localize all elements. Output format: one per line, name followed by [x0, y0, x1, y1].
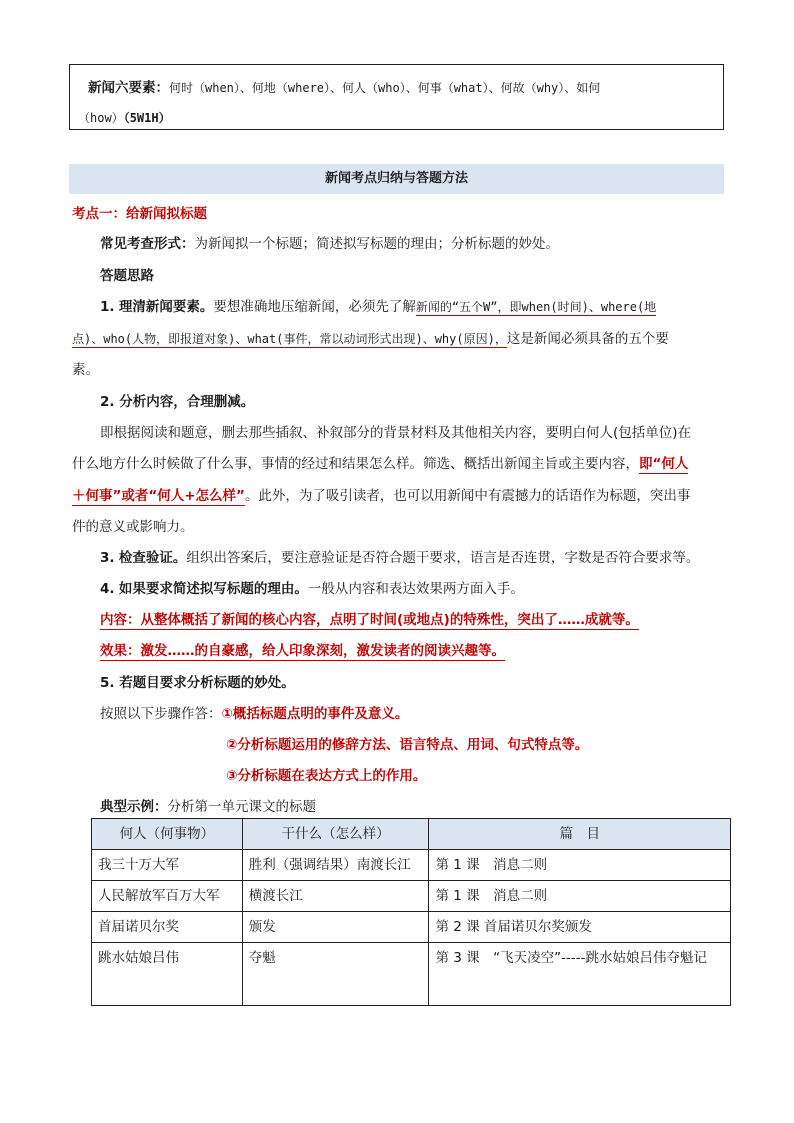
step5-num: 5.	[100, 675, 115, 691]
table-header: 何人（何事物）	[92, 819, 243, 850]
step3-line	[100, 546, 699, 566]
elements-label: 新闻六要素：	[88, 80, 169, 96]
step2-line-3	[72, 484, 690, 504]
section-title: 新闻考点归纳与答题方法	[69, 164, 724, 194]
step2-text-3: 。此外，为了吸引读者，也可以用新闻中有震撼力的话语作为标题，突出事	[244, 488, 691, 504]
elements-list: 何时（when）、何地（where）、何人（who）、何事（what）、何故（why）、如何	[169, 81, 601, 95]
table-cell: 第 3 课 “飞天凌空”-----跳水姑娘吕伟夺魁记	[429, 943, 731, 1006]
elements-line-2	[78, 109, 171, 126]
table-cell: 第 1 课 消息二则	[429, 850, 731, 881]
table-header: 干什么（怎么样）	[242, 819, 429, 850]
table-header: 篇 目	[429, 819, 731, 850]
elements-abbr: （5W1H）	[123, 111, 171, 125]
step4-num: 4.	[100, 581, 115, 597]
approach-title: 答题思路	[100, 268, 154, 284]
table-cell: 第 2 课 首届诺贝尔奖颁发	[429, 912, 731, 943]
step5-lead: 按照以下步骤作答：	[100, 706, 222, 722]
example-table	[91, 818, 731, 1006]
table-cell: 颁发	[242, 912, 429, 943]
step4-effect: 效果：激发……的自豪感，给人印象深刻，激发读者的阅读兴趣等。	[100, 643, 505, 659]
step5-item-3: ③分析标题在表达方式上的作用。	[226, 768, 427, 784]
table-cell: 第 1 课 消息二则	[429, 881, 731, 912]
step3-title: 检查验证。	[118, 550, 187, 566]
table-row	[92, 881, 731, 912]
step1-text-2: 这是新闻必须具备的五个要	[506, 331, 669, 347]
table-cell: 横渡长江	[242, 881, 429, 912]
forms-label: 常见考查形式：	[100, 236, 195, 252]
table-cell: 首届诺贝尔奖	[92, 912, 243, 943]
elements-line-1	[88, 76, 600, 96]
step1-underlined-1: 新闻的“五个W”，即when(时间)、where(地	[415, 300, 657, 314]
table-cell: 夺魁	[242, 943, 429, 1006]
step3-text: 组织出答案后，要注意验证是否符合题干要求，语言是否连贯，字数是否符合要求等。	[186, 550, 700, 566]
step1-num: 1.	[100, 299, 115, 315]
example-text: 分析第一单元课文的标题	[167, 799, 316, 815]
step5-item-2: ②分析标题运用的修辞方法、语言特点、用词、句式特点等。	[226, 737, 589, 753]
step2-title: 分析内容，合理删减。	[119, 394, 255, 410]
step2-text-2: 什么地方什么时候做了什么事，事情的经过和结果怎么样。筛选、概括出新闻主旨或主要内容，	[72, 456, 639, 472]
example-label: 典型示例：	[100, 799, 168, 815]
table-cell: 我三十万大军	[92, 850, 243, 881]
step2-red-2: ＋何事”或者“何人+怎么样”	[72, 488, 245, 504]
step2-line-1: 即根据阅读和题意，删去那些插叙、补叙部分的背景材料及其他相关内容，要明白何人(包括单位)在	[100, 425, 692, 441]
step4-content: 内容：从整体概括了新闻的核心内容，点明了时间(或地点)的特殊性，突出了……成就等。	[100, 612, 639, 628]
step1-line-2	[72, 327, 669, 347]
elements-how: （how）	[78, 111, 124, 125]
step1-text: 要想准确地压缩新闻，必须先了解	[213, 299, 416, 315]
table-cell: 人民解放军百万大军	[92, 881, 243, 912]
step4-line	[100, 577, 524, 597]
step5-line-1	[100, 702, 408, 722]
forms-text: 为新闻拟一个标题；简述拟写标题的理由；分析标题的妙处。	[194, 236, 559, 252]
point-title: 考点一：给新闻拟标题	[72, 206, 207, 222]
step5-heading	[100, 671, 295, 691]
elements-box	[69, 64, 724, 130]
step1-title: 理清新闻要素。	[118, 299, 214, 315]
step1-line-3: 素。	[72, 362, 99, 378]
table-cell: 胜利（强调结果）南渡长江	[242, 850, 429, 881]
step2-line-4: 件的意义或影响力。	[72, 519, 194, 535]
step2-red-1: 即“何人	[639, 456, 689, 472]
example-line	[100, 795, 316, 815]
step4-title: 如果要求简述拟写标题的理由。	[118, 581, 308, 597]
table-row	[92, 912, 731, 943]
table-row	[92, 943, 731, 1006]
step1-line-1	[100, 295, 656, 315]
step4-text: 一般从内容和表达效果两方面入手。	[307, 581, 524, 597]
table-row	[92, 850, 731, 881]
step5-item-1: ①概括标题点明的事件及意义。	[221, 706, 409, 722]
forms-line	[100, 232, 559, 252]
step2-line-2	[72, 452, 688, 472]
table-cell: 跳水姑娘吕伟	[92, 943, 243, 1006]
step5-title: 若题目要求分析标题的妙处。	[119, 675, 295, 691]
step1-underlined-2: 点)、who(人物，即报道对象)、what(事件，常以动词形式出现)、why(原因)，	[72, 332, 507, 346]
step2-num: 2.	[100, 394, 115, 410]
step2-heading	[100, 390, 254, 410]
table-header-row	[92, 819, 731, 850]
step3-num: 3.	[100, 550, 115, 566]
